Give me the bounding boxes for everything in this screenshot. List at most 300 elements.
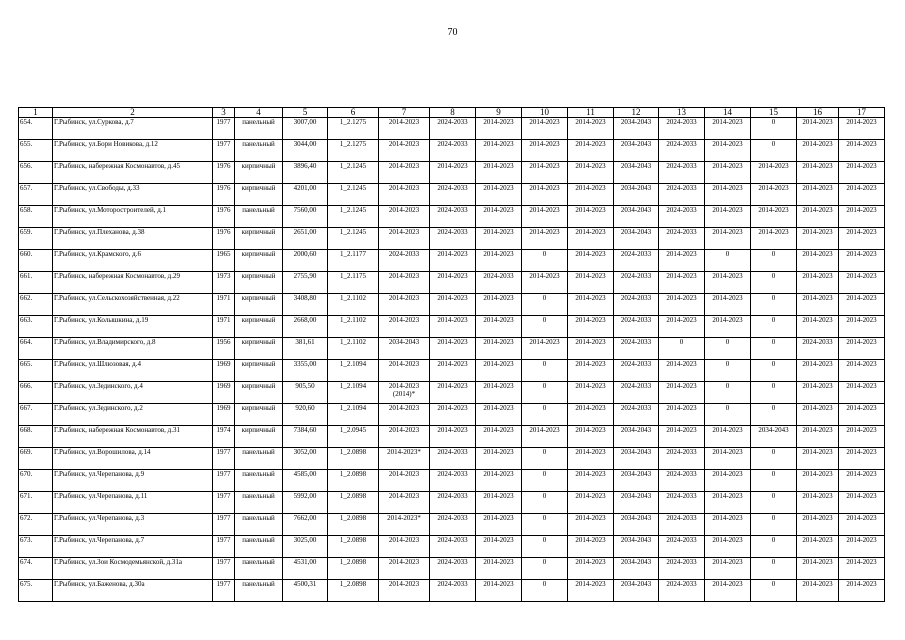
- table-cell: 2014-2023: [839, 580, 885, 602]
- housing-repair-schedule-table: [18, 107, 885, 602]
- row-number-cell: 660.: [19, 250, 53, 272]
- table-cell: 2024-2033: [430, 118, 476, 140]
- table-cell: 2014-2023: [568, 580, 614, 602]
- table-cell: 2014-2023: [705, 580, 751, 602]
- table-cell: кирпичный: [235, 382, 283, 404]
- table-cell: 2014-2023: [476, 470, 522, 492]
- table-cell: 2024-2033: [430, 492, 476, 514]
- table-cell: 2014-2023: [476, 492, 522, 514]
- table-cell: 0: [522, 382, 568, 404]
- table-cell: 2014-2023: [522, 338, 568, 360]
- column-header: 9: [476, 108, 522, 118]
- table-cell: 1977: [213, 448, 235, 470]
- table-cell: 2034-2043: [614, 492, 659, 514]
- table-cell: 2014-2023: [568, 492, 614, 514]
- table-cell: 2014-2023: [379, 272, 430, 294]
- table-cell: 2034-2043: [614, 580, 659, 602]
- table-cell: 2014-2023: [379, 404, 430, 426]
- address-cell: Г.Рыбинск, набережная Космонавтов, д.45: [53, 162, 213, 184]
- table-cell: 2034-2043: [614, 426, 659, 448]
- table-cell: 2014-2023: [476, 580, 522, 602]
- table-cell: 2014-2023: [797, 404, 839, 426]
- column-header: 5: [283, 108, 328, 118]
- table-row: [19, 294, 885, 316]
- address-cell: Г.Рыбинск, набережная Космонавтов, д.31: [53, 426, 213, 448]
- table-cell: 2014-2023: [839, 184, 885, 206]
- table-cell: 2014-2023: [568, 272, 614, 294]
- table-cell: 2024-2033: [614, 404, 659, 426]
- table-cell: 2034-2043: [614, 470, 659, 492]
- table-cell: 1_2.1275: [328, 140, 379, 162]
- table-cell: 2014-2023: [430, 426, 476, 448]
- table-cell: 2014-2023: [705, 316, 751, 338]
- row-number-cell: 664.: [19, 338, 53, 360]
- table-cell: 2014-2023: [839, 316, 885, 338]
- address-cell: Г.Рыбинск, набережная Космонавтов, д.29: [53, 272, 213, 294]
- table-cell: 2014-2023*: [379, 448, 430, 470]
- table-cell: 2014-2023: [568, 316, 614, 338]
- table-cell: 2014-2023: [797, 118, 839, 140]
- row-number-cell: 675.: [19, 580, 53, 602]
- table-cell: 2014-2023: [797, 514, 839, 536]
- table-cell: 2024-2033: [430, 448, 476, 470]
- table-cell: 0: [751, 360, 797, 382]
- table-cell: 2014-2023: [839, 338, 885, 360]
- table-cell: 2014-2023: [797, 206, 839, 228]
- address-cell: Г.Рыбинск, ул.Черепанова, д.11: [53, 492, 213, 514]
- table-body: [19, 108, 885, 602]
- table-cell: 1_2.0898: [328, 558, 379, 580]
- table-cell: 2024-2033: [614, 272, 659, 294]
- table-cell: 2014-2023: [476, 250, 522, 272]
- table-cell: 2034-2043: [751, 426, 797, 448]
- table-cell: 2014-2023: [839, 448, 885, 470]
- table-cell: 0: [522, 580, 568, 602]
- table-cell: 2014-2023: [379, 294, 430, 316]
- table-cell: 2014-2023: [522, 184, 568, 206]
- table-cell: панельный: [235, 536, 283, 558]
- table-cell: 2014-2023: [430, 338, 476, 360]
- table-cell: 2014-2023: [379, 162, 430, 184]
- table-row: [19, 580, 885, 602]
- table-cell: панельный: [235, 514, 283, 536]
- table-cell: 1_2.1094: [328, 382, 379, 404]
- table-cell: 2014-2023: [568, 250, 614, 272]
- table-cell: 3007,00: [283, 118, 328, 140]
- address-cell: Г.Рыбинск, ул.Баженова, д.30а: [53, 580, 213, 602]
- table-cell: 7384,60: [283, 426, 328, 448]
- table-cell: 2024-2033: [614, 250, 659, 272]
- table-cell: 3025,00: [283, 536, 328, 558]
- table-cell: 1_2.0898: [328, 514, 379, 536]
- column-header: 7: [379, 108, 430, 118]
- table-cell: 2014-2023: [705, 514, 751, 536]
- table-cell: 1_2.0945: [328, 426, 379, 448]
- table-cell: 2014-2023: [705, 162, 751, 184]
- table-cell: панельный: [235, 580, 283, 602]
- table-cell: 1977: [213, 580, 235, 602]
- table-cell: 4201,00: [283, 184, 328, 206]
- table-cell: 2014-2023: [797, 580, 839, 602]
- column-header: 13: [659, 108, 705, 118]
- table-cell: 1969: [213, 360, 235, 382]
- table-cell: 2014-2023: [430, 404, 476, 426]
- row-number-cell: 657.: [19, 184, 53, 206]
- row-number-cell: 672.: [19, 514, 53, 536]
- table-cell: 2014-2023: [839, 162, 885, 184]
- table-cell: 2014-2023: [476, 448, 522, 470]
- table-cell: 0: [751, 580, 797, 602]
- table-row: [19, 382, 885, 404]
- table-cell: 2034-2043: [614, 558, 659, 580]
- table-cell: 2034-2043: [614, 184, 659, 206]
- table-row: [19, 360, 885, 382]
- table-cell: 2014-2023: [568, 448, 614, 470]
- row-number-cell: 668.: [19, 426, 53, 448]
- table-cell: 1971: [213, 294, 235, 316]
- address-cell: Г.Рыбинск, ул.Колышкина, д.19: [53, 316, 213, 338]
- table-row: [19, 536, 885, 558]
- table-cell: 2014-2023: [705, 294, 751, 316]
- table-cell: 2000,60: [283, 250, 328, 272]
- table-cell: 2014-2023: [797, 250, 839, 272]
- table-cell: 2014-2023: [379, 536, 430, 558]
- address-cell: Г.Рыбинск, ул.Черепанова, д.7: [53, 536, 213, 558]
- table-cell: 2024-2033: [430, 140, 476, 162]
- row-number-cell: 665.: [19, 360, 53, 382]
- table-cell: панельный: [235, 470, 283, 492]
- table-cell: 0: [522, 404, 568, 426]
- table-cell: 2034-2043: [379, 338, 430, 360]
- table-cell: 2014-2023: [568, 536, 614, 558]
- table-cell: 2014-2023: [839, 558, 885, 580]
- table-row: [19, 492, 885, 514]
- table-cell: 2014-2023: [522, 272, 568, 294]
- table-cell: 2024-2033: [659, 162, 705, 184]
- table-cell: 0: [705, 404, 751, 426]
- table-cell: 2034-2043: [614, 228, 659, 250]
- table-cell: 1_2.1094: [328, 404, 379, 426]
- row-number-cell: 663.: [19, 316, 53, 338]
- table-cell: 0: [659, 338, 705, 360]
- table-cell: 2014-2023: [797, 140, 839, 162]
- table-cell: 2014-2023: [705, 228, 751, 250]
- table-cell: 2024-2033: [659, 470, 705, 492]
- row-number-cell: 654.: [19, 118, 53, 140]
- table-cell: 2014-2023: [522, 228, 568, 250]
- table-cell: 0: [751, 294, 797, 316]
- table-cell: 2014-2023: [839, 536, 885, 558]
- table-cell: 2024-2033: [659, 184, 705, 206]
- table-cell: кирпичный: [235, 228, 283, 250]
- table-cell: панельный: [235, 140, 283, 162]
- table-cell: 1_2.1245: [328, 162, 379, 184]
- row-number-cell: 656.: [19, 162, 53, 184]
- column-header: 4: [235, 108, 283, 118]
- table-cell: 2014-2023: [476, 536, 522, 558]
- header-row: [19, 108, 885, 118]
- table-cell: 1_2.1245: [328, 228, 379, 250]
- table-cell: 381,61: [283, 338, 328, 360]
- address-cell: Г.Рыбинск, ул.Черепанова, д.3: [53, 514, 213, 536]
- table-cell: кирпичный: [235, 360, 283, 382]
- table-cell: 0: [522, 558, 568, 580]
- table-cell: 2014-2023: [522, 140, 568, 162]
- table-cell: 0: [705, 382, 751, 404]
- table-cell: 1977: [213, 470, 235, 492]
- table-cell: 2024-2033: [659, 514, 705, 536]
- table-cell: 905,50: [283, 382, 328, 404]
- table-cell: 1977: [213, 140, 235, 162]
- table-cell: 1977: [213, 558, 235, 580]
- table-cell: 2024-2033: [659, 492, 705, 514]
- table-cell: 2014-2023 (2014)*: [379, 382, 430, 404]
- table-row: [19, 558, 885, 580]
- table-row: [19, 338, 885, 360]
- table-cell: 1_2.0898: [328, 536, 379, 558]
- table-cell: 2651,00: [283, 228, 328, 250]
- table-cell: 2014-2023: [797, 448, 839, 470]
- table-cell: 1977: [213, 118, 235, 140]
- table-cell: 2014-2023: [522, 162, 568, 184]
- address-cell: Г.Рыбинск, ул.Шлюзовая, д.4: [53, 360, 213, 382]
- table-row: [19, 250, 885, 272]
- table-cell: 0: [751, 382, 797, 404]
- row-number-cell: 659.: [19, 228, 53, 250]
- column-header: 6: [328, 108, 379, 118]
- table-cell: 2014-2023: [476, 382, 522, 404]
- table-cell: 0: [751, 492, 797, 514]
- column-header: 16: [797, 108, 839, 118]
- table-cell: 2014-2023: [839, 360, 885, 382]
- table-cell: 2024-2033: [614, 382, 659, 404]
- table-cell: кирпичный: [235, 162, 283, 184]
- table-cell: 1969: [213, 382, 235, 404]
- table-cell: 2014-2023: [379, 580, 430, 602]
- table-cell: 4585,00: [283, 470, 328, 492]
- table-cell: 2014-2023: [705, 470, 751, 492]
- table-cell: 2014-2023: [522, 426, 568, 448]
- table-cell: 2014-2023: [568, 514, 614, 536]
- table-cell: 2024-2033: [659, 140, 705, 162]
- table-cell: 1_2.1177: [328, 250, 379, 272]
- table-cell: 0: [751, 338, 797, 360]
- table-cell: 0: [705, 250, 751, 272]
- column-header: 3: [213, 108, 235, 118]
- table-cell: 2014-2023: [659, 360, 705, 382]
- table-cell: 2014-2023: [476, 140, 522, 162]
- table-cell: 2014-2023: [568, 118, 614, 140]
- table-cell: 2014-2023: [379, 184, 430, 206]
- table-cell: 1_2.1102: [328, 294, 379, 316]
- table-cell: 2014-2023: [751, 184, 797, 206]
- table-cell: 2014-2023: [659, 294, 705, 316]
- table-cell: 1_2.0898: [328, 580, 379, 602]
- column-header: 10: [522, 108, 568, 118]
- table-cell: 2014-2023: [379, 426, 430, 448]
- table-cell: 2014-2023: [476, 316, 522, 338]
- table-cell: 2014-2023: [379, 492, 430, 514]
- table-cell: 2014-2023: [705, 118, 751, 140]
- table-cell: панельный: [235, 492, 283, 514]
- table-cell: 2014-2023: [659, 272, 705, 294]
- table-cell: 1_2.1094: [328, 360, 379, 382]
- table-row: [19, 162, 885, 184]
- table-cell: 7560,00: [283, 206, 328, 228]
- row-number-cell: 666.: [19, 382, 53, 404]
- table-cell: 2014-2023: [797, 360, 839, 382]
- table-cell: 0: [522, 448, 568, 470]
- table-cell: 2014-2023: [476, 338, 522, 360]
- table-cell: 2014-2023: [522, 206, 568, 228]
- table-cell: 0: [522, 250, 568, 272]
- table-cell: 2014-2023: [797, 162, 839, 184]
- column-header: 1: [19, 108, 53, 118]
- table-cell: 2014-2023: [430, 272, 476, 294]
- table-cell: 2014-2023: [751, 206, 797, 228]
- table-cell: кирпичный: [235, 250, 283, 272]
- table-cell: 2014-2023: [476, 514, 522, 536]
- table-cell: 3408,80: [283, 294, 328, 316]
- table-cell: 2034-2043: [614, 536, 659, 558]
- table-cell: 2014-2023: [568, 404, 614, 426]
- table-cell: 2024-2033: [379, 250, 430, 272]
- table-row: [19, 228, 885, 250]
- table-cell: 2014-2023: [797, 382, 839, 404]
- table-cell: 0: [522, 316, 568, 338]
- table-cell: 1976: [213, 162, 235, 184]
- table-cell: 2014-2023: [839, 118, 885, 140]
- table-cell: 0: [751, 558, 797, 580]
- table-cell: 2014-2023: [476, 360, 522, 382]
- table-cell: 2014-2023: [839, 206, 885, 228]
- table-cell: 3896,40: [283, 162, 328, 184]
- table-cell: кирпичный: [235, 294, 283, 316]
- column-header: 17: [839, 108, 885, 118]
- table-cell: 2014-2023: [476, 558, 522, 580]
- table-cell: кирпичный: [235, 272, 283, 294]
- table-cell: 2024-2033: [430, 206, 476, 228]
- table-cell: кирпичный: [235, 426, 283, 448]
- table-cell: 2014-2023: [476, 206, 522, 228]
- table-cell: 2014-2023: [568, 382, 614, 404]
- column-header: 14: [705, 108, 751, 118]
- table-cell: 2014-2023: [705, 140, 751, 162]
- table-cell: 0: [751, 470, 797, 492]
- row-number-cell: 655.: [19, 140, 53, 162]
- table-cell: 0: [705, 360, 751, 382]
- table-cell: 3044,00: [283, 140, 328, 162]
- table-row: [19, 470, 885, 492]
- table-cell: 1965: [213, 250, 235, 272]
- table-cell: 2024-2033: [430, 558, 476, 580]
- table-cell: 2014-2023: [568, 184, 614, 206]
- table-row: [19, 316, 885, 338]
- table-cell: 2014-2023: [379, 140, 430, 162]
- address-cell: Г.Рыбинск, ул.Крамского, д.6: [53, 250, 213, 272]
- table-cell: 2014-2023: [379, 206, 430, 228]
- table-cell: 2024-2033: [659, 558, 705, 580]
- table-cell: 2014-2023: [705, 426, 751, 448]
- table-row: [19, 514, 885, 536]
- table-cell: 0: [751, 536, 797, 558]
- table-cell: 2014-2023: [379, 316, 430, 338]
- table-cell: 2014-2023: [839, 140, 885, 162]
- table-cell: 2014-2023: [705, 272, 751, 294]
- table-cell: 2034-2043: [614, 514, 659, 536]
- table-cell: 2024-2033: [659, 580, 705, 602]
- address-cell: Г.Рыбинск, ул.Плеханова, д.38: [53, 228, 213, 250]
- table-cell: 2024-2033: [430, 514, 476, 536]
- table-cell: 2014-2023: [430, 316, 476, 338]
- table-cell: 2024-2033: [797, 338, 839, 360]
- table-cell: 2014-2023: [839, 382, 885, 404]
- table-cell: 0: [522, 360, 568, 382]
- row-number-cell: 661.: [19, 272, 53, 294]
- row-number-cell: 669.: [19, 448, 53, 470]
- table-cell: 0: [751, 118, 797, 140]
- table-cell: 2014-2023: [797, 536, 839, 558]
- table-cell: 0: [751, 250, 797, 272]
- row-number-cell: 667.: [19, 404, 53, 426]
- table-cell: 2014-2023: [797, 492, 839, 514]
- address-cell: Г.Рыбинск, ул.Свободы, д.33: [53, 184, 213, 206]
- table-cell: 2014-2023: [568, 162, 614, 184]
- table-cell: 2014-2023: [476, 184, 522, 206]
- table-row: [19, 118, 885, 140]
- table-cell: 2014-2023: [659, 404, 705, 426]
- table-cell: 2014-2023: [659, 426, 705, 448]
- table-cell: 1976: [213, 206, 235, 228]
- table-cell: кирпичный: [235, 316, 283, 338]
- table-cell: 2014-2023: [839, 228, 885, 250]
- table-cell: 0: [751, 404, 797, 426]
- table-cell: 2014-2023: [839, 272, 885, 294]
- table-cell: 2014-2023: [476, 118, 522, 140]
- table-cell: 1976: [213, 184, 235, 206]
- table-cell: 2014-2023: [568, 470, 614, 492]
- table-cell: 2024-2033: [659, 536, 705, 558]
- table-cell: 0: [522, 470, 568, 492]
- table-row: [19, 426, 885, 448]
- table-cell: 2014-2023: [476, 162, 522, 184]
- table-cell: 2014-2023: [751, 162, 797, 184]
- table-cell: 2014-2023: [568, 558, 614, 580]
- row-number-cell: 662.: [19, 294, 53, 316]
- table-cell: 2014-2023: [430, 294, 476, 316]
- table-cell: 1969: [213, 404, 235, 426]
- table-cell: 2014-2023: [568, 228, 614, 250]
- table-cell: 1_2.1245: [328, 184, 379, 206]
- table-cell: 2014-2023: [379, 558, 430, 580]
- table-cell: 2014-2023: [839, 514, 885, 536]
- table-cell: 1956: [213, 338, 235, 360]
- table-cell: 2014-2023*: [379, 514, 430, 536]
- table-cell: 2024-2033: [614, 316, 659, 338]
- table-cell: кирпичный: [235, 404, 283, 426]
- table-cell: 1_2.1102: [328, 316, 379, 338]
- column-header: 2: [53, 108, 213, 118]
- table-cell: 2014-2023: [476, 426, 522, 448]
- address-cell: Г.Рыбинск, ул.Бори Новикова, д.12: [53, 140, 213, 162]
- row-number-cell: 671.: [19, 492, 53, 514]
- table-row: [19, 448, 885, 470]
- table-cell: 2014-2023: [705, 536, 751, 558]
- column-header: 15: [751, 108, 797, 118]
- table-cell: 2024-2033: [659, 448, 705, 470]
- table-cell: 2014-2023: [379, 228, 430, 250]
- table-cell: 0: [751, 316, 797, 338]
